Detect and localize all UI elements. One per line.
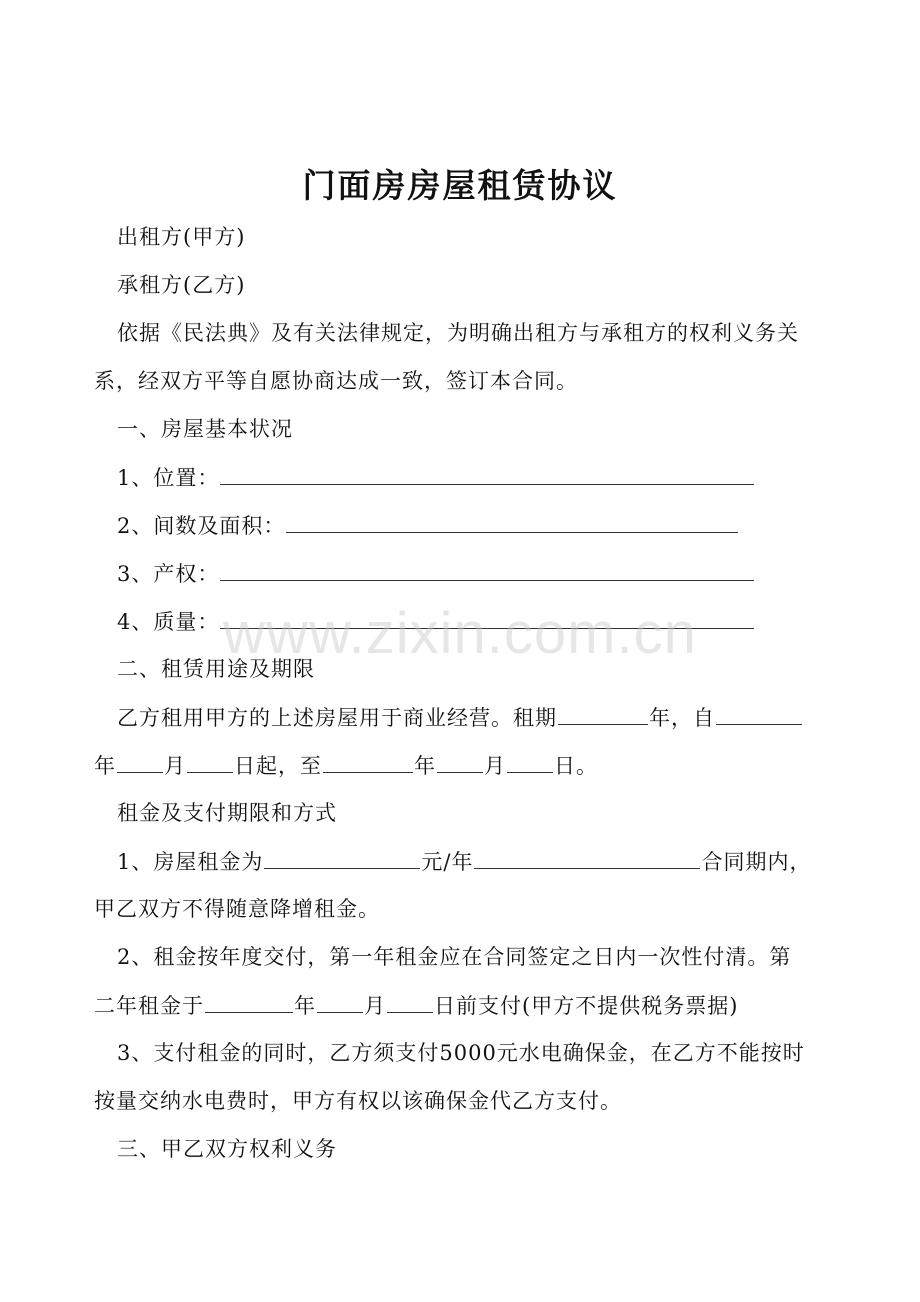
rent-amount-label: 1、房屋租金为	[117, 850, 264, 874]
term-line-2	[94, 750, 598, 781]
term-end-year-label: 年	[414, 754, 436, 778]
section-1-heading: 一、房屋基本状况	[117, 417, 293, 441]
second-day-unit: 日前支付(甲方不提供税务票据)	[434, 994, 739, 1018]
term-years-blank[interactable]	[558, 702, 648, 725]
item-location	[117, 462, 755, 493]
second-month-blank[interactable]	[317, 990, 363, 1013]
section-3-heading: 三、甲乙双方权利义务	[117, 1137, 337, 1161]
term-text-a: 乙方租用甲方的上述房屋用于商业经营。租期	[117, 706, 557, 730]
item-quality	[117, 606, 755, 637]
item-ownership-label: 3、产权：	[117, 562, 220, 586]
rent-clause-1-line-1	[117, 846, 811, 877]
rent-amount-blank[interactable]	[264, 846, 420, 869]
rent-clause-2-line-1: 2、租金按年度交付，第一年租金应在合同签定之日内一次性付清。第	[117, 945, 792, 969]
document-title: 门面房房屋租赁协议	[302, 166, 618, 205]
rent-clause-3-line-1: 3、支付租金的同时，乙方须支付5000元水电确保金，在乙方不能按时	[117, 1041, 805, 1065]
watermark: www.zixin.com.cn	[223, 601, 697, 666]
second-month-unit: 月	[364, 994, 386, 1018]
rent-clause-2-line-2	[94, 990, 738, 1021]
lessee-line: 承租方(乙方)	[117, 273, 246, 297]
location-blank[interactable]	[220, 462, 754, 485]
rent-clause-1-line-2: 甲乙双方不得随意降增租金。	[94, 897, 380, 921]
start-month-blank[interactable]	[117, 750, 163, 773]
second-year-blank[interactable]	[205, 990, 293, 1013]
ownership-blank[interactable]	[220, 558, 754, 581]
second-year-label: 二年租金于	[94, 994, 204, 1018]
second-day-blank[interactable]	[387, 990, 433, 1013]
second-year-unit: 年	[294, 994, 316, 1018]
item-ownership	[117, 558, 755, 589]
preamble-line-1: 依据《民法典》及有关法律规定，为明确出租方与承租方的权利义务关	[117, 321, 799, 345]
end-month-blank[interactable]	[437, 750, 483, 773]
term-from-label: 日起，至	[234, 754, 322, 778]
term-end-month-label: 月	[484, 754, 506, 778]
term-text-b: 年，自	[649, 706, 715, 730]
rent-unit-label: 元/年	[421, 850, 474, 874]
quality-blank[interactable]	[220, 606, 754, 629]
item-rooms-area-label: 2、间数及面积：	[117, 514, 286, 538]
term-line-1	[117, 702, 803, 733]
preamble-line-2: 系，经双方平等自愿协商达成一致，签订本合同。	[94, 369, 578, 393]
item-rooms-area	[117, 510, 739, 541]
start-year-blank[interactable]	[716, 702, 802, 725]
section-2-heading: 二、租赁用途及期限	[117, 657, 315, 681]
end-day-blank[interactable]	[507, 750, 553, 773]
term-month-label: 月	[164, 754, 186, 778]
rent-heading: 租金及支付期限和方式	[117, 801, 337, 825]
rooms-area-blank[interactable]	[286, 510, 738, 533]
term-year-label: 年	[94, 754, 116, 778]
start-day-blank[interactable]	[187, 750, 233, 773]
lessor-line: 出租方(甲方)	[117, 225, 246, 249]
term-end-day-label: 日。	[554, 754, 598, 778]
rent-period-label: 合同期内，	[701, 850, 812, 874]
item-quality-label: 4、质量：	[117, 610, 220, 634]
item-location-label: 1、位置：	[117, 466, 220, 490]
rent-clause-3-line-2: 按量交纳水电费时，甲方有权以该确保金代乙方支付。	[94, 1089, 622, 1113]
rent-extra-blank[interactable]	[474, 846, 700, 869]
end-year-blank[interactable]	[323, 750, 413, 773]
